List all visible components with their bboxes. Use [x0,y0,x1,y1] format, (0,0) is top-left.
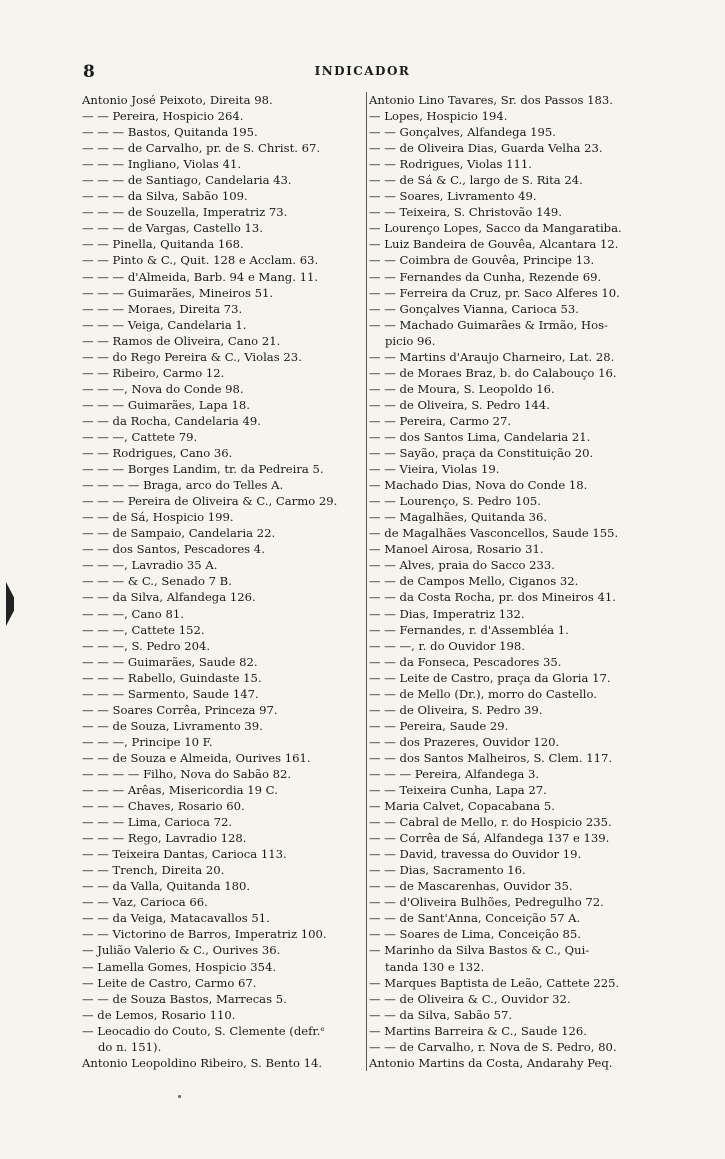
directory-entry: — — de Mascarenhas, Ouvidor 35. [369,879,573,894]
directory-entry: — — de Sá & C., largo de S. Rita 24. [369,173,583,188]
margin-thumb-mark [6,582,14,626]
directory-entry: — — — Pereira, Alfandega 3. [369,766,540,781]
directory-entry: — Machado Dias, Nova do Conde 18. [369,478,588,493]
directory-entry: — — — de Carvalho, pr. de S. Christ. 67. [82,141,321,156]
directory-entry: — — Teixeira Cunha, Lapa 27. [369,783,547,798]
directory-entry: — — Corrêa de Sá, Alfandega 137 e 139. [369,831,610,846]
directory-entry: — — Pereira, Hospicio 264. [82,109,244,124]
directory-entry: — — —, Cattete 79. [82,429,198,444]
directory-entry: — — dos Santos Malheiros, S. Clem. 117. [369,750,613,765]
directory-entry: — Luiz Bandeira de Gouvêa, Alcantara 12. [369,237,619,252]
directory-entry: — — da Silva, Alfandega 126. [82,590,256,605]
directory-entry: — — Fernandes da Cunha, Rezende 69. [369,269,602,284]
directory-entry: — — Dias, Imperatriz 132. [369,606,525,621]
directory-entry: — — Rodrigues, Cano 36. [82,446,233,461]
directory-entry: — — — Sarmento, Saude 147. [82,686,259,701]
directory-entry: — — Pinto & C., Quit. 128 e Acclam. 63. [82,253,319,268]
directory-entry: — — David, travessa do Ouvidor 19. [369,847,582,862]
directory-entry: — — Leite de Castro, praça da Gloria 17. [369,670,611,685]
directory-entry: — — — Guimarães, Lapa 18. [82,397,250,412]
directory-entry: — — Vaz, Carioca 66. [82,895,208,910]
directory-entry: — — Teixeira Dantas, Carioca 113. [82,847,287,862]
directory-entry: — — — Pereira de Oliveira & C., Carmo 29. [82,494,338,509]
directory-entry: — — — Ingliano, Violas 41. [82,157,242,172]
directory-entry: — — —, S. Pedro 204. [82,638,211,653]
right-column [366,92,665,1071]
directory-entry: — — de Souza, Livramento 39. [82,718,263,733]
directory-entry: — — — Rabello, Guindaste 15. [82,670,262,685]
paper-speck [178,1095,181,1098]
directory-entry: — — Vieira, Violas 19. [369,462,500,477]
directory-entry: — Marinho da Silva Bastos & C., Qui- [369,943,590,958]
directory-entry: — — de Souza e Almeida, Ourives 161. [82,750,311,765]
directory-entry: — — Machado Guimarães & Irmão, Hos- [369,317,608,332]
directory-entry: — — — — Filho, Nova do Sabão 82. [82,766,292,781]
directory-entry: Antonio Lino Tavares, Sr. dos Passos 183. [369,93,613,107]
directory-entry: — — — Guimarães, Saude 82. [82,654,258,669]
directory-entry: — — de Sant'Anna, Conceição 57 A. [369,911,581,926]
directory-entry: — — — Chaves, Rosario 60. [82,799,245,814]
directory-entry: — — — d'Almeida, Barb. 94 e Mang. 11. [82,269,319,284]
directory-entry: — Maria Calvet, Copacabana 5. [369,799,555,814]
directory-entry: — — Cabral de Mello, r. do Hospicio 235. [369,815,612,830]
directory-entry: — Leocadio do Couto, S. Clemente (defr.ᵉ [82,1023,325,1038]
directory-entry: tanda 130 e 132. [385,959,485,974]
directory-entry: — — Dias, Sacramento 16. [369,863,526,878]
directory-entry: — — —, r. do Ouvidor 198. [369,638,525,653]
running-title: INDICADOR [314,64,411,78]
directory-entry: — Lamella Gomes, Hospicio 354. [82,959,277,974]
directory-entry: — — de Oliveira & C., Ouvidor 32. [369,991,571,1006]
directory-entry: do n. 151). [98,1039,162,1054]
directory-entry: — — da Fonseca, Pescadores 35. [369,654,562,669]
directory-entry: — — — Moraes, Direita 73. [82,301,243,316]
directory-entry: — — da Costa Rocha, pr. dos Mineiros 41. [369,590,616,605]
directory-entry: — — Sayão, praça da Constituição 20. [369,446,594,461]
directory-entry: — — Magalhães, Quitanda 36. [369,510,548,525]
directory-entry: — — —, Cattete 152. [82,622,205,637]
directory-entry: — — Coimbra de Gouvêa, Principe 13. [369,253,595,268]
directory-entry: — — Gonçalves, Alfandega 195. [369,125,556,140]
directory-entry: — — Fernandes, r. d'Assembléa 1. [369,622,569,637]
directory-entry: — — da Rocha, Candelaria 49. [82,413,261,428]
directory-entry: — — — Rego, Lavradio 128. [82,831,247,846]
directory-entry: — — de Oliveira Dias, Guarda Velha 23. [369,141,603,156]
directory-entry: — de Lemos, Rosario 110. [82,1007,236,1022]
directory-entry: — — Trench, Direita 20. [82,863,225,878]
directory-entry: — Julião Valerio & C., Ourives 36. [82,943,281,958]
directory-entry: — — de Mello (Dr.), morro do Castello. [369,686,597,701]
directory-entry: — — —, Cano 81. [82,606,184,621]
page-number: 8 [83,62,95,82]
directory-entry: — — Gonçalves Vianna, Carioca 53. [369,301,579,316]
directory-entry: — Manoel Airosa, Rosario 31. [369,542,544,557]
directory-entry: — — Ferreira da Cruz, pr. Saco Alferes 10. [369,285,620,300]
directory-entry: — — Pereira, Carmo 27. [369,413,512,428]
directory-entry: — — — de Santiago, Candelaria 43. [82,173,292,188]
directory-entry: Antonio Martins da Costa, Andarahy Peq. [369,1055,613,1070]
directory-entry: — — Soares, Livramento 49. [369,189,537,204]
directory-entry: — — — Lima, Carioca 72. [82,815,233,830]
directory-entry: — — de Sampaio, Candelaria 22. [82,526,276,541]
directory-entry: — — de Souza Bastos, Marrecas 5. [82,991,287,1006]
directory-entry: — — Ramos de Oliveira, Cano 21. [82,333,281,348]
directory-entry: — — — — Braga, arco do Telles A. [82,478,284,493]
directory-entry: — — Rodrigues, Violas 111. [369,157,532,172]
directory-entry: Antonio Leopoldino Ribeiro, S. Bento 14. [82,1055,323,1070]
directory-entry: — Marques Baptista de Leão, Cattete 225. [369,975,620,990]
directory-entry: — — Victorino de Barros, Imperatriz 100. [82,927,327,942]
directory-entry: — — Martins d'Araujo Charneiro, Lat. 28. [369,349,615,364]
directory-entry: — — de Moura, S. Leopoldo 16. [369,381,555,396]
directory-entry: — — de Carvalho, r. Nova de S. Pedro, 80. [369,1039,617,1054]
directory-entry: — — de Oliveira, S. Pedro 144. [369,397,550,412]
directory-entry: — — — de Souzella, Imperatriz 73. [82,205,288,220]
directory-entry: — — Teixeira, S. Christovão 149. [369,205,562,220]
left-column [82,92,364,1071]
directory-entry: — de Magalhães Vasconcellos, Saude 155. [369,526,619,541]
directory-entry: — — Lourenço, S. Pedro 105. [369,494,541,509]
directory-entry: — — Pereira, Saude 29. [369,718,509,733]
directory-entry: — — dos Santos Lima, Candelaria 21. [369,429,591,444]
directory-entry: — — de Campos Mello, Ciganos 32. [369,574,579,589]
directory-entry: — — de Moraes Braz, b. do Calabouço 16. [369,365,617,380]
directory-entry: — Lourenço Lopes, Sacco da Mangaratiba. [369,221,622,236]
directory-entry: — — Pinella, Quitanda 168. [82,237,244,252]
directory-entry: — — —, Lavradio 35 A. [82,558,218,573]
directory-entry: — Lopes, Hospicio 194. [369,109,508,124]
directory-entry: — — da Veiga, Matacavallos 51. [82,911,270,926]
directory-entry: — — — de Vargas, Castello 13. [82,221,263,236]
directory-entry: — — Alves, praia do Sacco 233. [369,558,555,573]
directory-entry: — — de Sá, Hospicio 199. [82,510,234,525]
directory-entry: — — Soares de Lima, Conceição 85. [369,927,581,942]
directory-entry: — — Ribeiro, Carmo 12. [82,365,225,380]
directory-entry: — Leite de Castro, Carmo 67. [82,975,257,990]
directory-entry: Antonio José Peixoto, Direita 98. [82,93,273,107]
directory-entry: — — da Silva, Sabão 57. [369,1007,513,1022]
directory-entry: — — de Oliveira, S. Pedro 39. [369,702,543,717]
directory-entry: — — dos Prazeres, Ouvidor 120. [369,734,560,749]
directory-entry: — — — Arêas, Misericordia 19 C. [82,783,278,798]
directory-entry: — — dos Santos, Pescadores 4. [82,542,265,557]
directory-entry: — — —, Nova do Conde 98. [82,381,244,396]
directory-entry: — — —, Principe 10 F. [82,734,213,749]
directory-entry: — — Soares Corrêa, Princeza 97. [82,702,278,717]
directory-entry: — — — Veiga, Candelaria 1. [82,317,247,332]
directory-entry: — — do Rego Pereira & C., Violas 23. [82,349,302,364]
directory-entry: — Martins Barreira & C., Saude 126. [369,1023,587,1038]
directory-entry: — — — & C., Senado 7 B. [82,574,232,589]
directory-entry: — — d'Oliveira Bulhões, Pedregulho 72. [369,895,604,910]
directory-entry: — — da Valla, Quitanda 180. [82,879,251,894]
directory-entry: — — — Bastos, Quitanda 195. [82,125,258,140]
directory-entry: — — — Borges Landim, tr. da Pedreira 5. [82,462,324,477]
directory-entry: — — — da Silva, Sabão 109. [82,189,248,204]
directory-entry: picio 96. [385,333,436,348]
directory-entry: — — — Guimarães, Mineiros 51. [82,285,274,300]
